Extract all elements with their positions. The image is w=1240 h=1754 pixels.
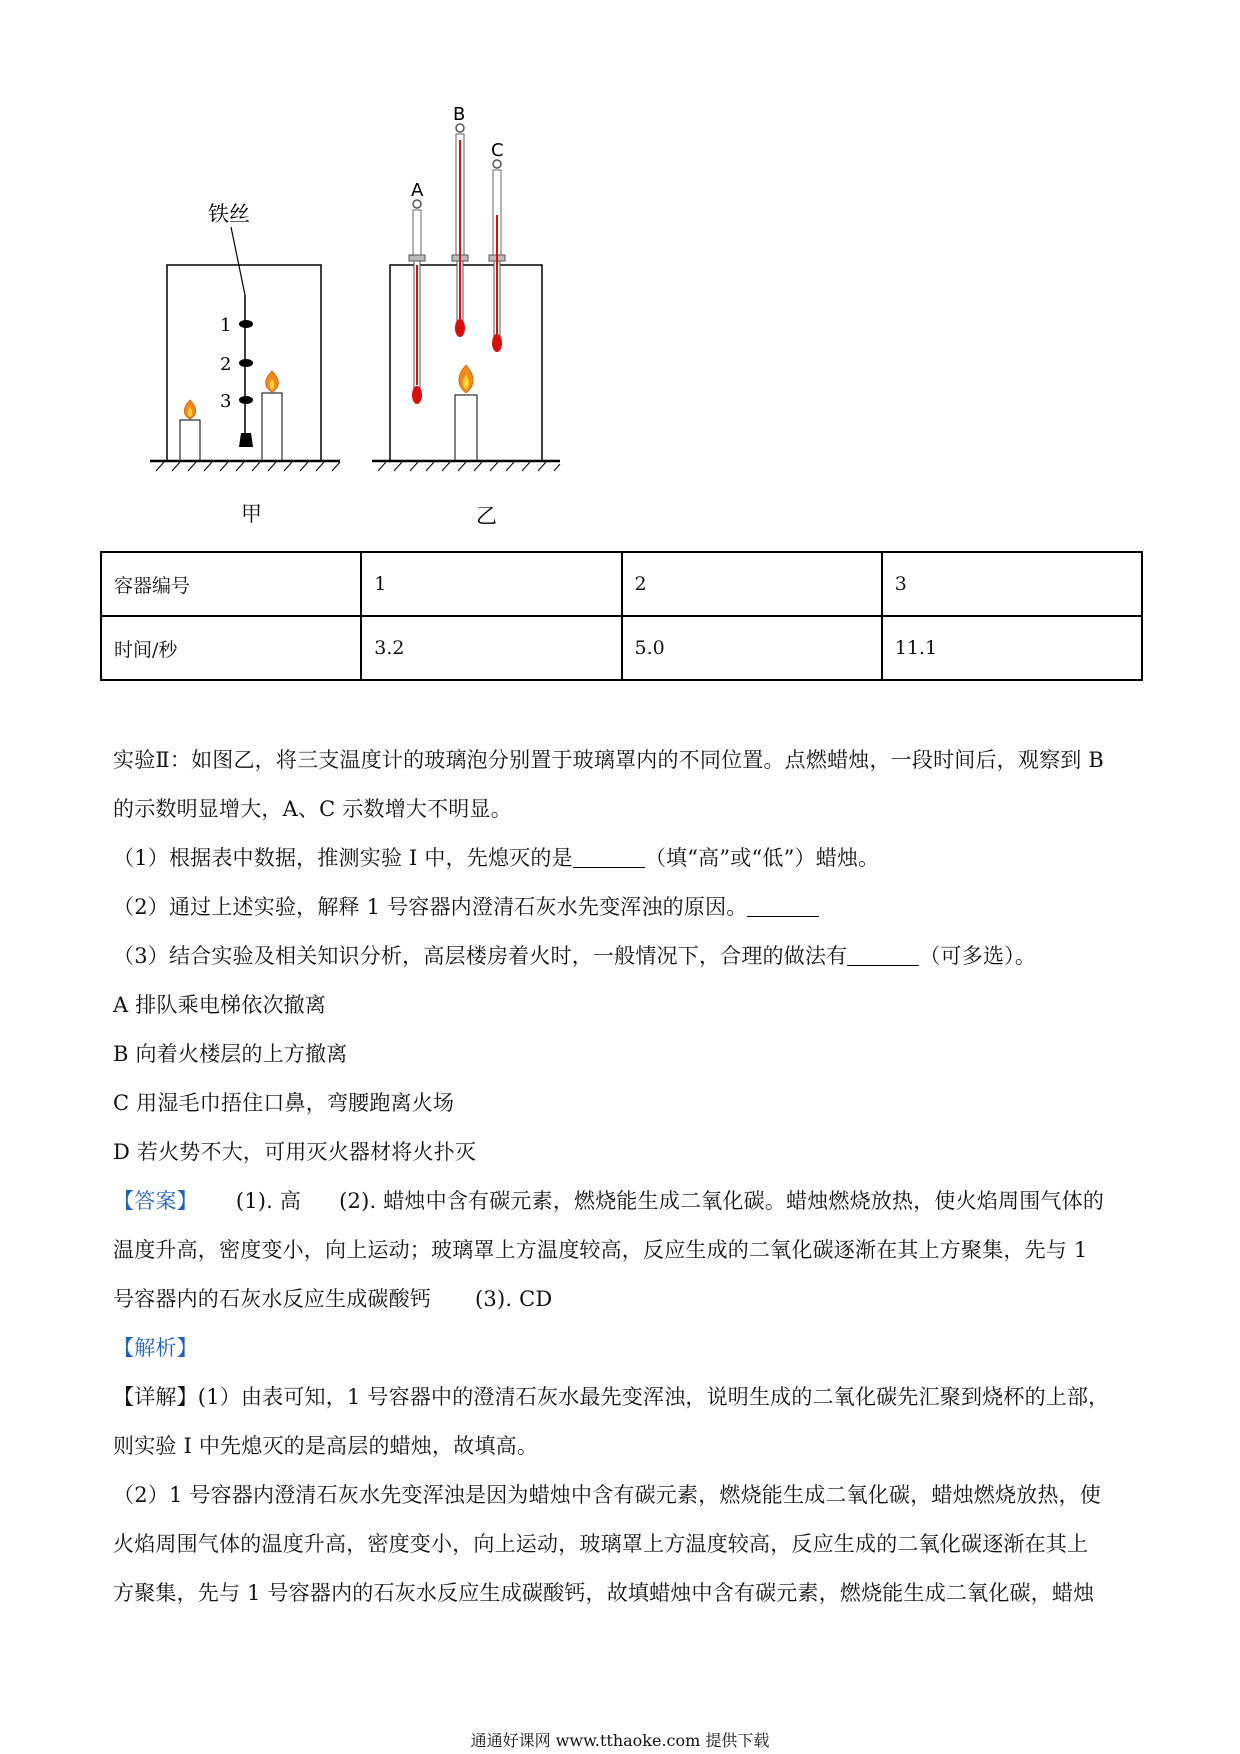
answer-part-2: (2). 蜡烛中含有碳元素，燃烧能生成二氧化碳。蜡烛燃烧放热，使火焰周围气体的 xyxy=(339,1189,1105,1213)
analysis-heading xyxy=(113,1324,1133,1373)
low-candle xyxy=(180,420,200,461)
thermometer-label-c: C xyxy=(491,140,504,161)
container-time-table xyxy=(100,551,1143,681)
detail-line-2: 则实验 I 中先熄灭的是高层的蜡烛，故填高。 xyxy=(113,1434,539,1458)
question-3 xyxy=(113,932,1133,981)
apparatus-jia xyxy=(150,202,340,526)
question-body xyxy=(113,736,1133,1618)
table-cell: 2 xyxy=(622,552,882,616)
thermometer-c xyxy=(489,160,505,352)
option-b: B 向着火楼层的上方撤离 xyxy=(113,1042,348,1066)
level-3-container xyxy=(239,396,253,404)
answer-blank-1 xyxy=(573,847,645,868)
level-1-container xyxy=(239,320,253,328)
wire-label: 铁丝 xyxy=(208,202,250,226)
answer-part-1: (1). 高 xyxy=(235,1189,302,1213)
option-d: D 若火势不大，可用灭火器材将火扑灭 xyxy=(113,1140,477,1164)
thermometer-label-b: B xyxy=(453,104,466,125)
thermometer-a xyxy=(409,200,425,404)
answer-part-3: (3). CD xyxy=(475,1287,553,1311)
table-cell: 3 xyxy=(882,552,1142,616)
table-cell: 容器编号 xyxy=(101,552,361,616)
question-2-text: （2）通过上述实验，解释 1 号容器内澄清石灰水先变浑浊的原因。 xyxy=(113,895,748,919)
answer-blank-2 xyxy=(747,896,819,917)
table-cell: 5.0 xyxy=(622,616,882,680)
detail-line-1: 【详解】(1）由表可知，1 号容器中的澄清石灰水最先变浑浊，说明生成的二氧化碳先汇聚到烧杯的上部， xyxy=(113,1385,1110,1409)
answer-line-2: 温度升高，密度变小，向上运动；玻璃罩上方温度较高，反应生成的二氧化碳逐渐在其上方聚集，先与 1 xyxy=(113,1238,1088,1262)
detail-line-3: （2）1 号容器内澄清石灰水先变浑浊是因为蜡烛中含有碳元素，燃烧能生成二氧化碳，蜡烛燃烧放热，使 xyxy=(113,1483,1101,1507)
question-2 xyxy=(113,883,1133,932)
answer-line-1 xyxy=(113,1177,1133,1226)
thermometer-label-a: A xyxy=(411,180,424,201)
detail-line-4: 火焰周围气体的温度升高，密度变小，向上运动，玻璃罩上方温度较高，反应生成的二氧化碳逐渐在其上 xyxy=(113,1532,1089,1556)
option-a: A 排队乘电梯依次撤离 xyxy=(113,993,327,1017)
table-cell: 时间/秒 xyxy=(101,616,361,680)
experiment-figure xyxy=(150,95,590,535)
caption-yi: 乙 xyxy=(476,504,497,528)
experiment-2-line-2: 的示数明显增大，A、C 示数增大不明显。 xyxy=(113,797,512,821)
high-candle xyxy=(262,393,282,461)
question-3-text: （3）结合实验及相关知识分析，高层楼房着火时，一般情况下，合理的做法有 xyxy=(113,944,848,968)
level-2-container xyxy=(239,359,253,367)
level-label-3: 3 xyxy=(220,391,232,412)
option-c: C 用湿毛巾捂住口鼻，弯腰跑离火场 xyxy=(113,1091,455,1115)
analysis-tag: 【解析】 xyxy=(113,1336,198,1360)
experiment-2-line-1: 实验Ⅱ：如图乙，将三支温度计的玻璃泡分别置于玻璃罩内的不同位置。点燃蜡烛，一段时间后，观察到 B xyxy=(113,748,1104,772)
table-cell: 3.2 xyxy=(361,616,621,680)
level-label-1: 1 xyxy=(220,315,232,336)
table-row xyxy=(101,616,1142,680)
question-1 xyxy=(113,834,1133,883)
question-3-suffix: （可多选）。 xyxy=(919,944,1037,968)
answer-line-3 xyxy=(113,1275,1133,1324)
detail-line-5: 方聚集，先与 1 号容器内的石灰水反应生成碳酸钙，故填蜡烛中含有碳元素，燃烧能生成二氧化碳，蜡烛 xyxy=(113,1581,1095,1605)
level-label-2: 2 xyxy=(220,354,232,375)
thermometer-b xyxy=(452,124,468,337)
question-1-suffix: （填“高”或“低”）蜡烛。 xyxy=(644,846,880,870)
question-1-text: （1）根据表中数据，推测实验 I 中，先熄灭的是 xyxy=(113,846,573,870)
table-cell: 1 xyxy=(361,552,621,616)
candle-yi xyxy=(455,395,477,461)
table-cell: 11.1 xyxy=(882,616,1142,680)
apparatus-yi xyxy=(372,104,560,528)
answer-line-3-text: 号容器内的石灰水反应生成碳酸钙 xyxy=(113,1287,431,1311)
table-row xyxy=(101,552,1142,616)
answer-tag: 【答案】 xyxy=(113,1189,198,1213)
answer-blank-3 xyxy=(847,945,919,966)
page-footer: 通通好课网 www.tthaoke.com 提供下载 xyxy=(470,1731,770,1750)
caption-jia: 甲 xyxy=(241,502,262,526)
